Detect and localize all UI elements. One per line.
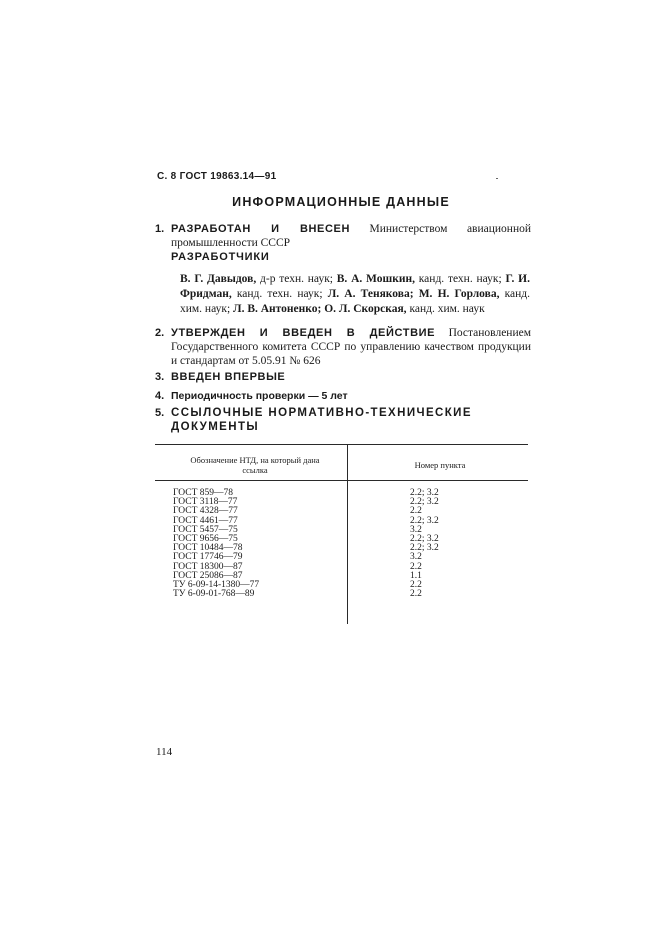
developer-degree: канд. техн. наук; bbox=[231, 288, 328, 300]
table-cell-document: ГОСТ 859—78 bbox=[173, 488, 233, 498]
developer-degree: д-р техн. наук; bbox=[256, 273, 337, 285]
table-cell-document: ГОСТ 4328—77 bbox=[173, 506, 238, 517]
table-cell-clause: 2.2; 3.2 bbox=[410, 497, 439, 508]
table-cell-document: ГОСТ 5457—75 bbox=[173, 524, 238, 535]
section-1-caption: РАЗРАБОТАН И ВНЕСЕН bbox=[171, 223, 350, 235]
developer-name: Л. А. Тенякова; bbox=[327, 288, 414, 300]
column-header-clause: Номер пункта bbox=[414, 460, 466, 470]
table-cell-document: ГОСТ 4461—77 bbox=[173, 515, 238, 526]
section-2 bbox=[155, 326, 531, 368]
table-cell-clause: 2.2; 3.2 bbox=[410, 515, 439, 526]
developers-heading: РАЗРАБОТЧИКИ bbox=[171, 251, 270, 263]
table-cell-document: ТУ 6-09-14-1380—77 bbox=[173, 580, 260, 591]
table-cell-document: ГОСТ 3118—77 bbox=[173, 497, 238, 508]
table-cell-document: ГОСТ 18300—87 bbox=[173, 561, 243, 572]
section-3-number: 3. bbox=[155, 371, 165, 383]
column-header-document: Обозначение НТД, на который дана ссылка bbox=[190, 455, 320, 475]
column-documents bbox=[173, 489, 259, 599]
table-cell-clause: 2.2 bbox=[410, 506, 422, 517]
scan-speck bbox=[496, 178, 498, 179]
table-cell-clause: 2.2; 3.2 bbox=[410, 488, 439, 498]
developers-list bbox=[180, 272, 530, 317]
section-2-caption: УТВЕРЖДЕН И ВВЕДЕН В ДЕЙСТВИЕ bbox=[171, 327, 436, 339]
table-cell-clause: 2.2; 3.2 bbox=[410, 534, 439, 545]
table-cell-clause: 2.2 bbox=[410, 589, 422, 600]
section-2-text: Постановлением Государственного комитета СССР по управлению качеством продукции и стандартам от 5.05.91 № 626 bbox=[171, 327, 531, 367]
page-header: С. 8 ГОСТ 19863.14—91 bbox=[157, 171, 277, 182]
section-3-caption: ВВЕДЕН ВПЕРВЫЕ bbox=[171, 371, 286, 383]
table-cell-clause: 2.2 bbox=[410, 561, 422, 572]
developer-name: Л. В. Антоненко; bbox=[233, 303, 322, 315]
document-title: ИНФОРМАЦИОННЫЕ ДАННЫЕ bbox=[232, 195, 450, 209]
table-cell-document: ТУ 6-09-01-768—89 bbox=[173, 589, 255, 600]
section-1-number: 1. bbox=[155, 223, 165, 235]
table-cell-document: ГОСТ 10484—78 bbox=[173, 543, 243, 554]
developer-name: О. Л. Скорская, bbox=[324, 303, 407, 315]
page-number: 114 bbox=[156, 746, 173, 758]
developer-name: В. Г. Давыдов, bbox=[180, 273, 257, 285]
developer-degree: канд. техн. наук; bbox=[414, 273, 506, 285]
section-4-text: Периодичность проверки — 5 лет bbox=[171, 390, 348, 402]
developer-degree: канд. хим. наук bbox=[406, 303, 485, 315]
table-top-rule bbox=[155, 444, 528, 445]
reference-table bbox=[155, 444, 528, 624]
section-5-caption: ССЫЛОЧНЫЕ НОРМАТИВНО-ТЕХНИЧЕСКИЕ ДОКУМЕНТЫ bbox=[171, 407, 472, 433]
developer-degree: канд. хим. наук; bbox=[180, 288, 530, 315]
developer-name: В. А. Мошкин, bbox=[336, 273, 415, 285]
developer-name: Г. И. Фридман, bbox=[180, 273, 530, 300]
table-cell-clause: 2.2 bbox=[410, 580, 422, 591]
section-2-number: 2. bbox=[155, 327, 165, 339]
section-5 bbox=[155, 406, 531, 434]
table-cell-document: ГОСТ 17746—79 bbox=[173, 552, 243, 563]
table-cell-clause: 1.1 bbox=[410, 570, 422, 581]
table-cell-document: ГОСТ 25086—87 bbox=[173, 570, 243, 581]
table-cell-clause: 2.2; 3.2 bbox=[410, 543, 439, 554]
table-header-rule bbox=[155, 480, 528, 481]
developer-name: М. Н. Горлова, bbox=[418, 288, 500, 300]
table-cell-clause: 3.2 bbox=[410, 524, 422, 535]
table-column-divider bbox=[347, 444, 348, 624]
table-cell-clause: 3.2 bbox=[410, 552, 422, 563]
section-4-number: 4. bbox=[155, 390, 165, 402]
section-4 bbox=[155, 389, 531, 403]
section-5-number: 5. bbox=[155, 407, 165, 419]
table-cell-document: ГОСТ 9656—75 bbox=[173, 534, 238, 545]
section-3 bbox=[155, 370, 531, 384]
section-1 bbox=[155, 222, 531, 250]
section-1-text: Министерством авиационной промышленности СССР bbox=[171, 223, 532, 249]
column-clauses bbox=[410, 489, 439, 599]
